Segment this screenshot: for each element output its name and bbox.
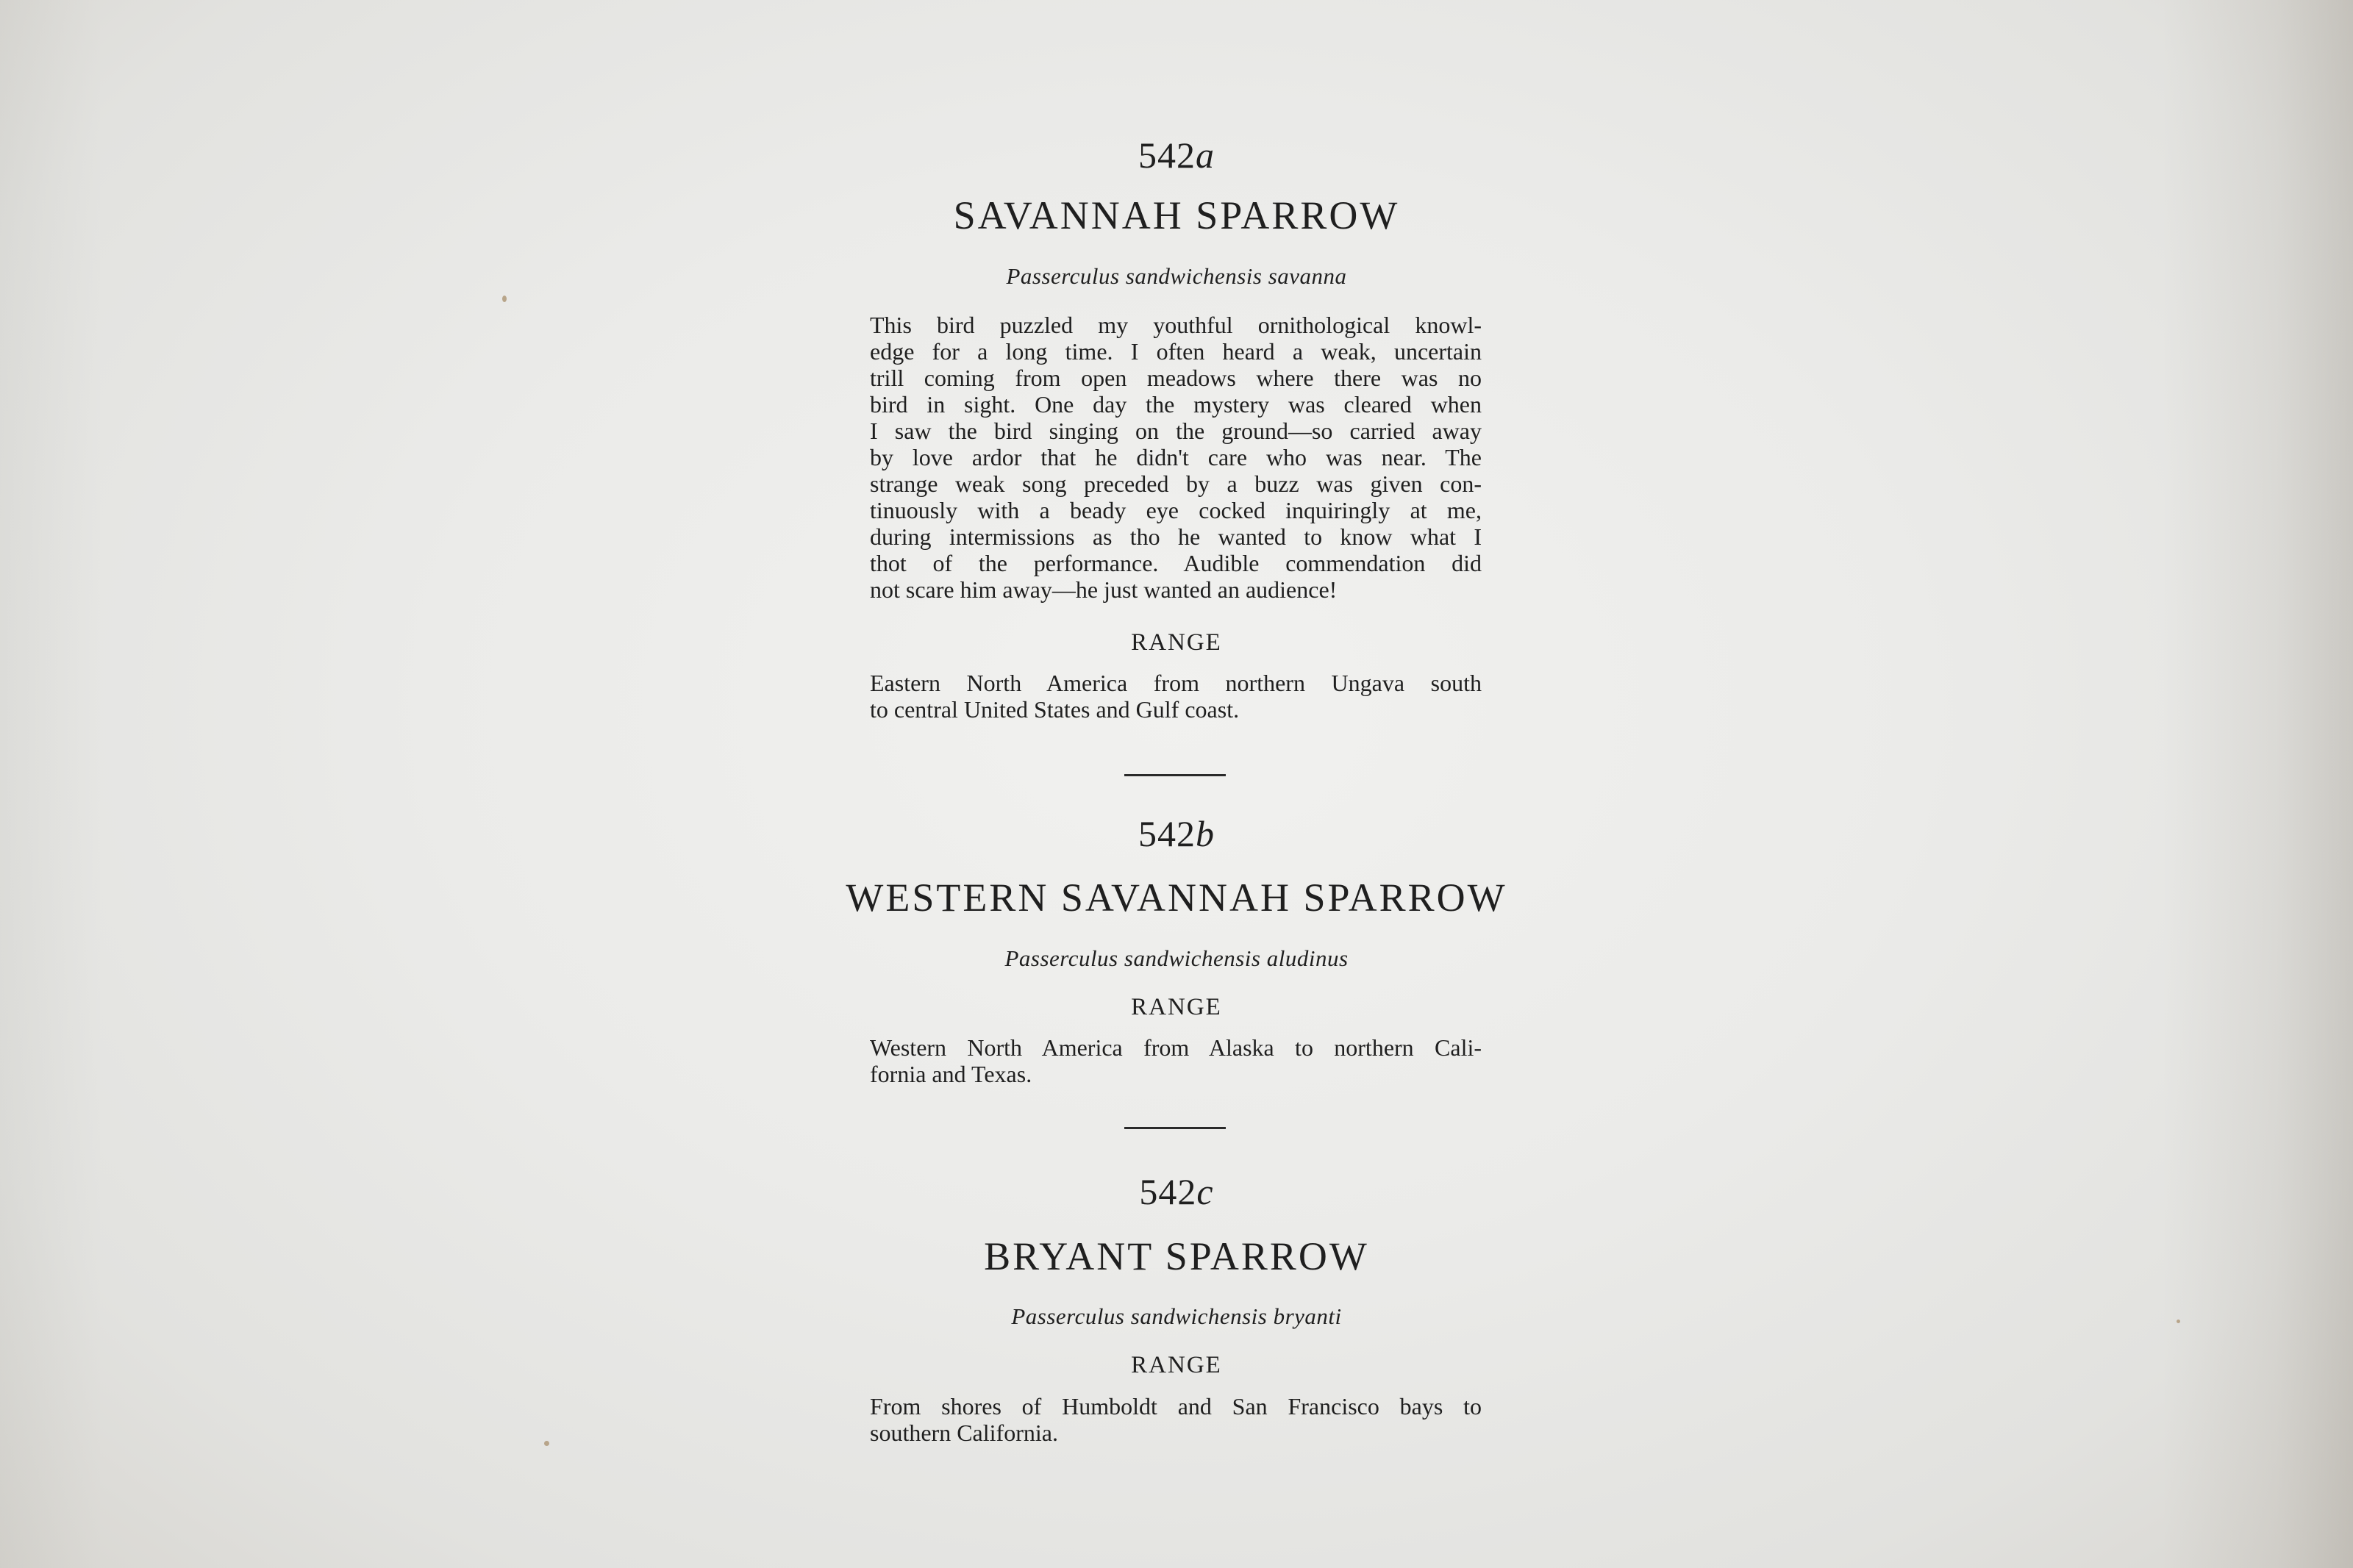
range-text	[870, 1393, 1482, 1446]
entry-number-digits: 542	[1138, 813, 1196, 854]
description-line: This bird puzzled my youthful ornithological knowl-	[870, 312, 1482, 338]
range-line: fornia and Texas.	[870, 1061, 1032, 1087]
range-heading: RANGE	[1131, 629, 1222, 656]
scientific-name: Passerculus sandwichensis bryanti	[1011, 1303, 1342, 1329]
scientific-name: Passerculus sandwichensis savanna	[1006, 263, 1347, 289]
range-line: Western North America from Alaska to northern Cali-	[870, 1034, 1482, 1061]
description-line: strange weak song preceded by a buzz was given con-	[870, 470, 1482, 497]
range-heading: RANGE	[1131, 994, 1222, 1020]
entry-number	[0, 1170, 2353, 1213]
entry-number	[0, 134, 2353, 176]
entry-number	[0, 812, 2353, 855]
description-line: I saw the bird singing on the ground—so carried away	[870, 418, 1482, 444]
paper-speck	[502, 296, 507, 302]
species-description	[870, 312, 1482, 603]
section-divider	[1124, 1127, 1226, 1129]
range-line: Eastern North America from northern Ungava south	[870, 670, 1482, 696]
description-line: trill coming from open meadows where there was no	[870, 365, 1482, 391]
species-title: SAVANNAH SPARROW	[953, 193, 1400, 237]
entry-number-digits: 542	[1138, 135, 1196, 176]
entry-number-suffix: a	[1196, 135, 1215, 176]
range-line: From shores of Humboldt and San Francisco bays to	[870, 1393, 1482, 1420]
description-line: not scare him away—he just wanted an audience!	[870, 576, 1338, 603]
range-line: to central United States and Gulf coast.	[870, 696, 1240, 723]
range-text	[870, 670, 1482, 723]
range-line: southern California.	[870, 1420, 1058, 1446]
description-line: bird in sight. One day the mystery was cleared when	[870, 391, 1482, 418]
species-title: WESTERN SAVANNAH SPARROW	[846, 876, 1507, 920]
description-line: tinuously with a beady eye cocked inquiringly at me,	[870, 497, 1482, 523]
section-divider	[1124, 774, 1226, 776]
description-line: during intermissions as tho he wanted to know what I	[870, 523, 1482, 550]
species-title: BRYANT SPARROW	[984, 1234, 1369, 1278]
description-line: edge for a long time. I often heard a weak, uncertain	[870, 338, 1482, 365]
range-heading: RANGE	[1131, 1352, 1222, 1378]
description-line: by love ardor that he didn't care who was near. The	[870, 444, 1482, 470]
entry-number-suffix: c	[1196, 1171, 1214, 1212]
entry-number-digits: 542	[1139, 1171, 1197, 1212]
range-text	[870, 1034, 1482, 1087]
scientific-name: Passerculus sandwichensis aludinus	[1004, 945, 1349, 971]
description-line: thot of the performance. Audible commendation did	[870, 550, 1482, 576]
entry-number-suffix: b	[1196, 813, 1215, 854]
paper-speck	[544, 1441, 549, 1446]
